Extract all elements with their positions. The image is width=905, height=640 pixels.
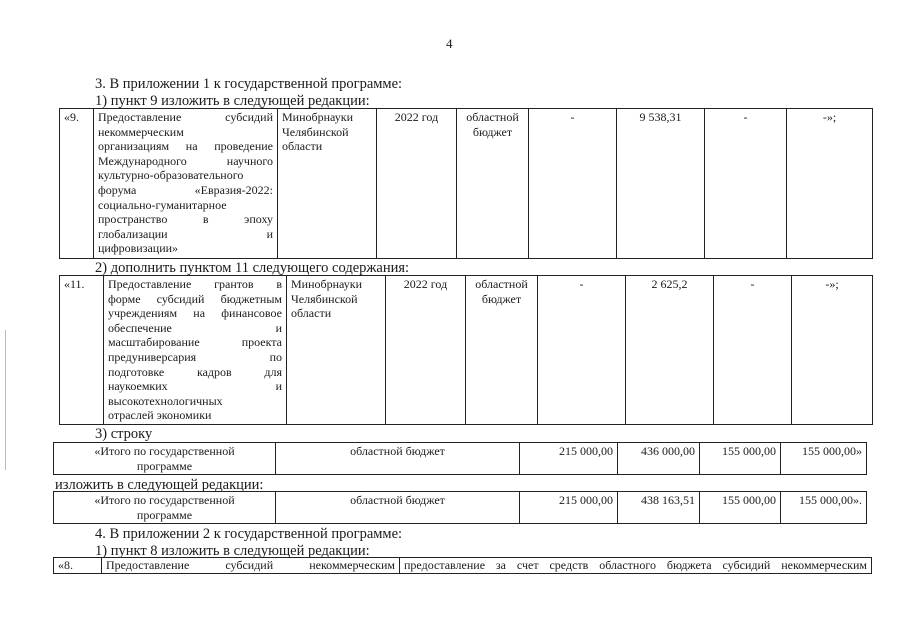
item2-heading: 2) дополнить пунктом 11 следующего содержания:: [95, 260, 410, 276]
row11-desc-line: высокотехнологичных: [108, 393, 223, 408]
row9-desc-line: Международного научного: [98, 153, 273, 168]
total-old-table: [53, 442, 867, 475]
total-new-table: [53, 491, 867, 524]
total-old-label-line: «Итого по государственной: [94, 444, 235, 458]
row11-executor-line: области: [291, 306, 332, 321]
total-new-label: [54, 492, 276, 524]
row11-desc-line: учреждениям на финансовое: [108, 306, 282, 321]
row9-col5: -: [529, 109, 617, 259]
row9-executor-line: Челябинской: [282, 124, 349, 139]
total-new-label-line: «Итого по государственной: [94, 493, 235, 507]
row11-desc-line: Предоставление грантов в: [108, 277, 282, 291]
scan-margin-mark: [5, 330, 6, 470]
item1-heading: 1) пункт 9 изложить в следующей редакции:: [95, 93, 370, 109]
section3-heading: 3. В приложении 1 к государственной программе:: [95, 76, 403, 92]
total-new-v4: 155 000,00».: [781, 492, 867, 524]
row9-table: [59, 108, 873, 259]
row9-description: [94, 109, 278, 259]
row9-year: 2022 год: [377, 109, 457, 259]
row11-col6: 2 625,2: [626, 276, 714, 425]
row11-description: [104, 276, 287, 425]
row9-desc-line: культурно-образовательного: [98, 168, 244, 183]
row9-executor-line: области: [282, 139, 323, 154]
row9-desc-line: организациям на проведение: [98, 139, 273, 154]
row9-col7: -: [705, 109, 787, 259]
row11-desc-line: наукоемких и: [108, 379, 282, 394]
total-old-label-line: программе: [136, 458, 193, 473]
row11-executor-line: Минобрнауки: [291, 277, 363, 291]
total-old-v2: 436 000,00: [618, 443, 700, 475]
item3-heading: 3) строку: [95, 426, 153, 442]
row9-source-line: бюджет: [472, 124, 513, 139]
row9-number: «9.: [60, 109, 94, 259]
page-number: 4: [446, 36, 453, 51]
row11-desc-line: масштабирование проекта: [108, 335, 282, 350]
row9-desc-line: форума «Евразия-2022:: [98, 182, 273, 197]
row11-source-line: областной: [475, 277, 528, 291]
total-new-label-line: программе: [136, 507, 193, 522]
row11-number: «11.: [60, 276, 104, 425]
restate-text: изложить в следующей редакции:: [55, 477, 264, 493]
row11-col8: -»;: [792, 276, 873, 425]
row11-desc-line: форме субсидий бюджетным: [108, 291, 282, 306]
total-new-v3: 155 000,00: [700, 492, 781, 524]
row11-executor-line: Челябинской: [291, 291, 358, 306]
row11-desc-line: подготовке кадров для: [108, 364, 282, 379]
row8-detail: предоставление за счет средств областного бюджета субсидий некоммерческим: [400, 558, 872, 574]
total-old-v1: 215 000,00: [520, 443, 618, 475]
row9-col8: -»;: [787, 109, 873, 259]
row9-desc-line: Предоставление субсидий: [98, 110, 273, 124]
total-old-label: [54, 443, 276, 475]
row9-source: [457, 109, 529, 259]
total-old-source: областной бюджет: [276, 443, 520, 475]
total-old-v3: 155 000,00: [700, 443, 781, 475]
total-new-v1: 215 000,00: [520, 492, 618, 524]
row9-desc-line: глобализации и: [98, 226, 273, 241]
row11-source: [466, 276, 538, 425]
row8-number: «8.: [54, 558, 102, 574]
row8-table: [53, 557, 872, 574]
row11-desc-line: обеспечение и: [108, 320, 282, 335]
row8-description: Предоставление субсидий некоммерческим: [102, 558, 400, 574]
total-new-v2: 438 163,51: [618, 492, 700, 524]
row11-col7: -: [714, 276, 792, 425]
total-old-v4: 155 000,00»: [781, 443, 867, 475]
row9-source-line: областной: [466, 110, 519, 124]
item4-1-heading: 1) пункт 8 изложить в следующей редакции:: [95, 543, 370, 559]
total-new-source: областной бюджет: [276, 492, 520, 524]
row9-desc-line: некоммерческим: [98, 124, 184, 139]
row11-table: [59, 275, 873, 425]
row9-desc-line: социально-гуманитарное: [98, 197, 227, 212]
section4-heading: 4. В приложении 2 к государственной программе:: [95, 526, 403, 542]
row11-executor: [287, 276, 386, 425]
row9-desc-line: цифровизации»: [98, 241, 179, 256]
row11-col5: -: [538, 276, 626, 425]
row11-source-line: бюджет: [481, 291, 522, 306]
row11-desc-line: предуниверсария по: [108, 349, 282, 364]
row9-executor: [278, 109, 377, 259]
row11-year: 2022 год: [386, 276, 466, 425]
row11-desc-line: отраслей экономики: [108, 408, 212, 423]
row9-col6: 9 538,31: [617, 109, 705, 259]
row9-executor-line: Минобрнауки: [282, 110, 354, 124]
row9-desc-line: пространство в эпоху: [98, 212, 273, 227]
